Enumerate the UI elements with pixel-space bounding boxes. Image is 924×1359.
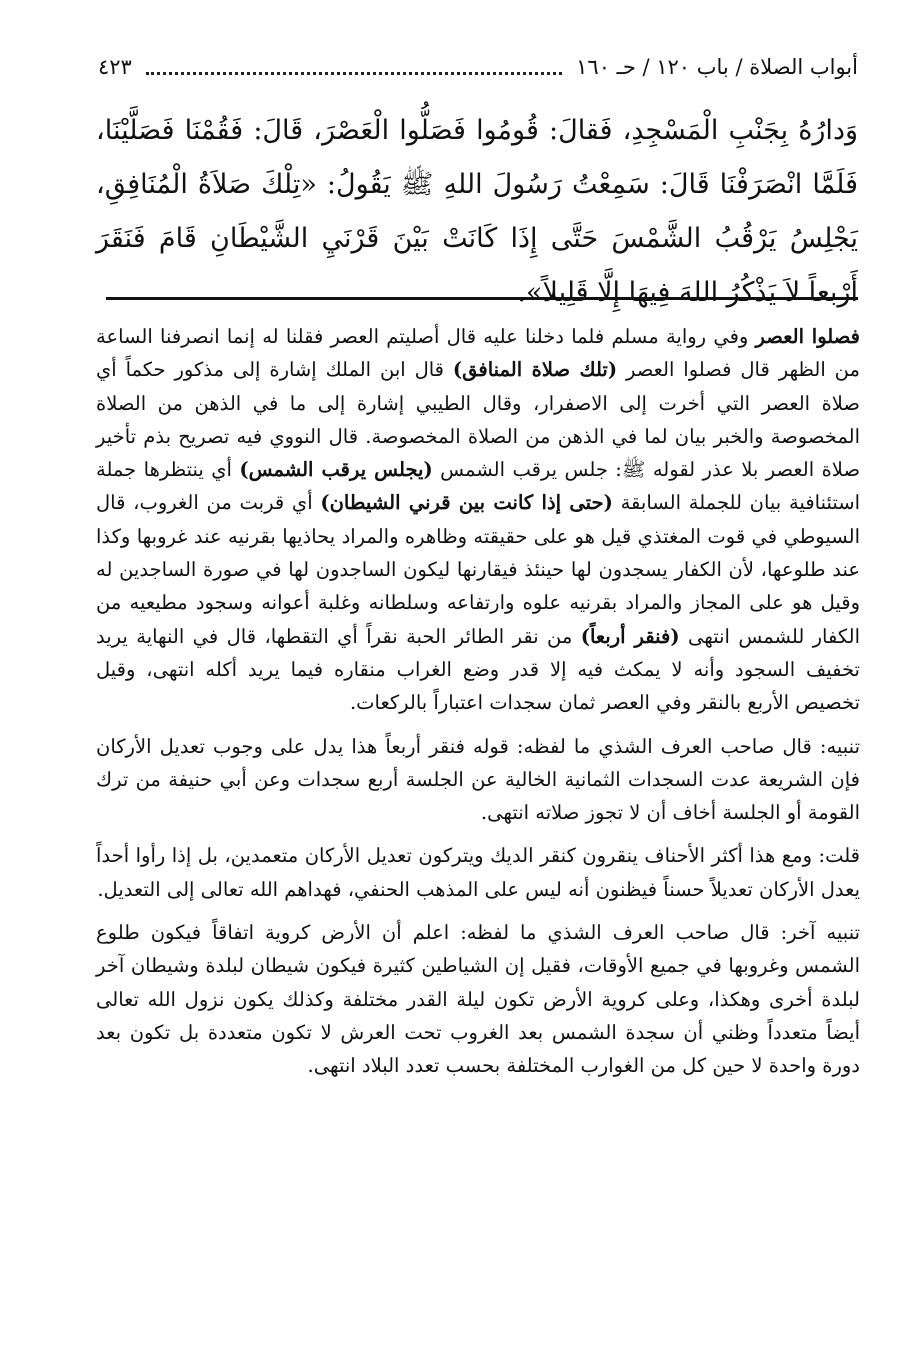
commentary-paragraph-2: تنبيه: قال صاحب العرف الشذي ما لفظه: قوله فنقر أربعاً هذا يدل على وجوب تعديل الأركان فإن الشريعة عدت السجدات الثمانية الخالية عن الجلسة أربع سجدات وعن أبي حنيفة من ترك القومة أو الجلسة أخاف أن لا تجوز صلاته انتهى. — [96, 734, 860, 825]
commentary-paragraph-1 — [96, 320, 860, 720]
footnote-divider — [106, 297, 858, 300]
page-number: ٤٢٣ — [98, 55, 132, 79]
commentary-text: من نقر الطائر الحبة نقراً أي التقطها، قال في النهاية يريد تخفيف السجود وأنه لا يمكث فيه إلا قدر وضع الغراب منقاره فيما يريد أكله انتهى، وقيل تخصيص الأربع بالنقر وفي العصر ثمان سجدات اعتباراً بالركعات. — [96, 624, 860, 715]
quoted-phrase: (حتى إذا كانت بين قرني الشيطان) — [320, 491, 613, 515]
running-head — [98, 50, 858, 84]
commentary-paragraph-3: قلت: ومع هذا أكثر الأحناف ينقرون كنقر الديك ويتركون تعديل الأركان متعمدين، بل إذا رأوا أحداً يعدل الأركان تعديلاً حسناً فيظنون أنه ليس على المذهب الحنفي، فهداهم الله تعالى إلى التعديل. — [96, 844, 860, 901]
dotted-leader — [146, 72, 562, 75]
commentary — [96, 320, 860, 1093]
hadith-paragraph: وَدارُهُ بِجَنْبِ الْمَسْجِدِ، فَقالَ: قُومُوا فَصَلُّوا الْعَصْرَ، قَالَ: فَقُمْنَا فَصَلَّيْنَا، فَلَمَّا انْصَرَفْنَا قَالَ: سَمِعْتُ رَسُولَ اللهِ ﷺ يَقُولُ: «تِلْكَ صَلاَةُ الْمُنَافِقِ، يَجْلِسُ يَرْقُبُ الشَّمْسَ حَتَّى إِذَا كَانَتْ بَيْنَ قَرْنَيِ الشَّيْطَانِ قَامَ فَنَقَرَ أَرْبعاً لاَ يَذْكُرُ اللهَ فِيهَا إِلَّا قَلِيلاً». — [96, 115, 858, 308]
commentary-text: وفي رواية مسلم فلما دخلنا عليه قال أصليتم العصر فقلنا له إنما انصرفنا الساعة من الظهر قال فصلوا العصر — [96, 325, 860, 382]
commentary-text: قال ابن الملك إشارة إلى مذكور حكماً أي صلاة العصر التي أخرت إلى الاصفرار، وقال الطيبي إشارة إلى ما في الذهن من الصلاة المخصوصة والخبر بيان لما في الذهن من الصلاة المخصوصة. قال النووي فيه تصريح بذم تأخير صلاة العصر بلا عذر لقوله ﷺ: جلس يرقب الشمس — [96, 358, 860, 482]
hadith-text — [96, 104, 858, 320]
chapter-title: أبواب الصلاة / باب ١٢٠ / حـ ١٦٠ — [576, 55, 858, 79]
commentary-text: أي قربت من الغروب، قال السيوطي في قوت المغتذي قيل هو على حقيقته وظاهره والمراد يحاذيها بقرنيه عند غروبها وكذا عند طلوعها، لأن الكفار يسجدون لها حينئذ فيقارنها ليكون الساجدون لها في صورة الساجدين له وقيل هو على المجاز والمراد بقرنيه علوه وارتفاعه وسلطانه وغلبة أعوانه وسجود مطيعيه من الكفار للشمس انتهى — [96, 491, 860, 648]
commentary-paragraph-4: تنبيه آخر: قال صاحب العرف الشذي ما لفظه: اعلم أن الأرض كروية اتفاقاً فيكون طلوع الشمس وغروبها في جميع الأوقات، فقيل إن الشياطين كثيرة فيكون شيطان لبلدة وشيطان آخر لبلدة أخرى وهكذا، وعلى كروية الأرض تكون ليلة القدر مختلفة وكذلك يكون نزول الله تعالى أيضاً متعدداً وظني أن سجدة الشمس بعد الغروب تحت العرش لا تكون متعددة بل تكون بعد دورة واحدة لا حين كل من الغوارب المختلفة بحسب تعدد البلاد انتهى. — [96, 921, 860, 1078]
quoted-phrase: (يجلس يرقب الشمس) — [239, 458, 433, 482]
quoted-phrase: (فنقر أربعاً) — [580, 624, 680, 648]
quoted-phrase: فصلوا العصر — [755, 325, 860, 348]
quoted-phrase: (تلك صلاة المنافق) — [452, 358, 618, 382]
commentary-text: أي ينتظرها جملة استئنافية بيان للجملة السابقة — [96, 458, 860, 515]
